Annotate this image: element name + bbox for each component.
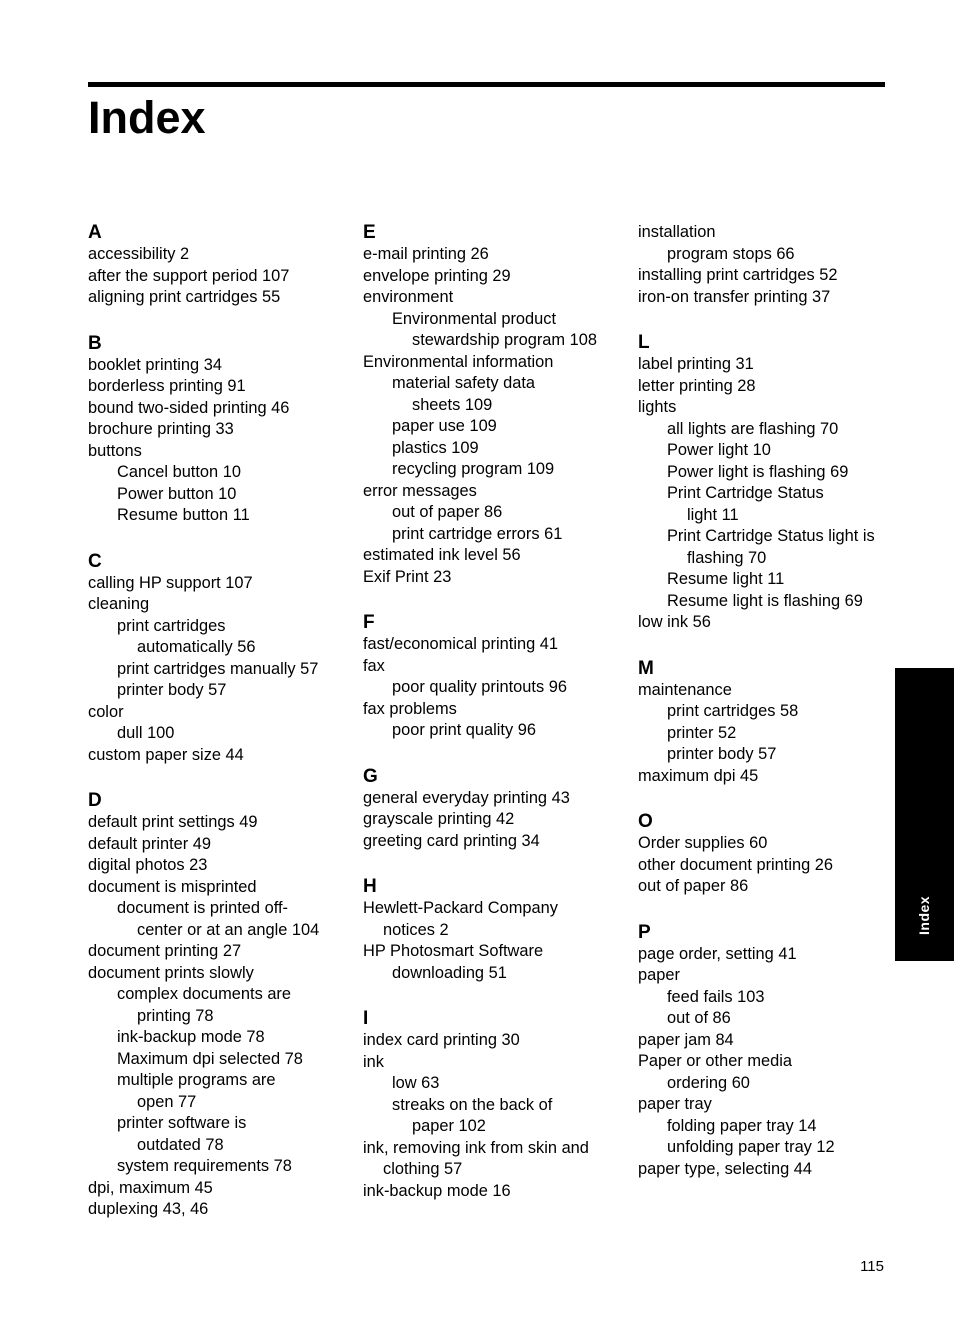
section-letter: H <box>363 876 377 897</box>
index-column-2 <box>363 222 628 1202</box>
index-subentry: all lights are flashing 70 <box>667 419 839 438</box>
index-entry: digital photos 23 <box>88 856 208 874</box>
index-entry: iron-on transfer printing 37 <box>638 287 831 306</box>
index-entry: installing print cartridges 52 <box>638 266 838 284</box>
index-entry: document is misprinted <box>88 877 257 896</box>
index-entry: letter printing 28 <box>638 376 756 395</box>
index-entry: fast/economical printing 41 <box>363 635 558 653</box>
section-gap <box>363 852 628 876</box>
index-subentry: ordering 60 <box>667 1073 750 1092</box>
index-entry: dpi, maximum 45 <box>88 1178 213 1197</box>
index-subentry: document is printed off- <box>117 899 288 917</box>
index-entry: buttons <box>88 441 142 460</box>
index-entry: lights <box>638 398 677 416</box>
index-entry: after the support period 107 <box>88 266 290 285</box>
index-subentry: print cartridge errors 61 <box>392 524 563 543</box>
index-subentry: material safety data <box>392 374 536 392</box>
index-entry: envelope printing 29 <box>363 266 511 285</box>
index-entry: label printing 31 <box>638 355 754 373</box>
index-subentry: Power button 10 <box>117 484 237 503</box>
index-entry: HP Photosmart Software <box>363 942 544 960</box>
index-entry: low ink 56 <box>638 613 711 631</box>
index-subentry: Print Cartridge Status light is <box>667 527 875 545</box>
title-rule <box>88 82 885 87</box>
page-number: 115 <box>860 1258 884 1275</box>
index-entry: paper <box>638 966 680 984</box>
index-subentry: print cartridges 58 <box>667 702 799 720</box>
section-gap <box>88 527 353 551</box>
index-entry: error messages <box>363 481 477 500</box>
index-entry: duplexing 43, 46 <box>88 1200 209 1218</box>
index-subentry: Resume light is flashing 69 <box>667 591 863 610</box>
index-entry: paper type, selecting 44 <box>638 1159 813 1178</box>
section-gap <box>638 308 888 332</box>
section-letter: I <box>363 1008 369 1029</box>
index-subentry: streaks on the back of <box>392 1095 553 1114</box>
index-subentry: flashing 70 <box>687 548 767 567</box>
index-entry: Environmental information <box>363 352 554 371</box>
section-letter: F <box>363 612 375 633</box>
index-subentry: open 77 <box>137 1092 197 1111</box>
index-subentry: poor print quality 96 <box>392 721 536 739</box>
index-entry: estimated ink level 56 <box>363 546 521 564</box>
index-entry: environment <box>363 288 454 306</box>
index-entry: default printer 49 <box>88 834 212 853</box>
index-subentry: printer body 57 <box>667 745 777 763</box>
index-subentry: notices 2 <box>383 920 449 939</box>
index-subentry: Resume button 11 <box>117 506 250 524</box>
index-subentry: recycling program 109 <box>392 460 555 478</box>
index-entry: other document printing 26 <box>638 855 833 874</box>
index-entry: e-mail printing 26 <box>363 245 489 263</box>
section-gap <box>88 766 353 790</box>
index-subentry: clothing 57 <box>383 1160 463 1178</box>
section-letter: O <box>638 811 653 832</box>
index-entry: fax <box>363 656 385 675</box>
section-letter: G <box>363 765 378 787</box>
index-column-1 <box>88 222 353 1221</box>
index-entry: Exif Print 23 <box>363 567 452 586</box>
index-subentry: multiple programs are <box>117 1071 276 1089</box>
index-subentry: complex documents are <box>117 985 292 1003</box>
index-entry: paper tray <box>638 1095 712 1113</box>
index-subentry: feed fails 103 <box>667 987 765 1006</box>
index-subentry: dull 100 <box>117 724 175 742</box>
index-entry: ink-backup mode 16 <box>363 1181 511 1200</box>
section-gap <box>363 984 628 1008</box>
index-subentry: system requirements 78 <box>117 1157 292 1175</box>
index-entry: fax problems <box>363 699 457 718</box>
index-subentry: low 63 <box>392 1074 440 1092</box>
index-subentry: print cartridges <box>117 616 226 635</box>
index-subentry: Power light 10 <box>667 441 771 459</box>
index-subentry: outdated 78 <box>137 1135 224 1154</box>
index-entry: document prints slowly <box>88 963 254 982</box>
index-subentry: print cartridges manually 57 <box>117 659 319 678</box>
index-subentry: out of paper 86 <box>392 503 503 521</box>
section-letter: C <box>88 550 102 572</box>
index-entry: grayscale printing 42 <box>363 810 515 828</box>
index-subentry: downloading 51 <box>392 963 507 982</box>
index-entry: paper jam 84 <box>638 1030 734 1049</box>
index-subentry: Resume light 11 <box>667 570 785 588</box>
index-entry: bound two-sided printing 46 <box>88 398 290 417</box>
index-entry: maximum dpi 45 <box>638 766 759 785</box>
section-letter: L <box>638 332 650 353</box>
index-entry: Paper or other media <box>638 1052 792 1070</box>
index-entry: color <box>88 702 124 721</box>
index-subentry: printer body 57 <box>117 681 227 699</box>
index-subentry: center or at an angle 104 <box>137 920 320 939</box>
index-entry: aligning print cartridges 55 <box>88 288 281 306</box>
index-subentry: Environmental product <box>392 309 556 328</box>
index-entry: Order supplies 60 <box>638 834 768 852</box>
section-letter: E <box>363 222 376 243</box>
section-letter: M <box>638 657 654 679</box>
index-entry: page order, setting 41 <box>638 944 797 963</box>
section-gap <box>638 898 888 922</box>
index-subentry: program stops 66 <box>667 244 795 263</box>
index-entry: brochure printing 33 <box>88 420 234 438</box>
index-subentry: sheets 109 <box>412 395 493 414</box>
index-entry: ink <box>363 1052 384 1071</box>
section-gap <box>88 309 353 333</box>
section-letter: B <box>88 332 102 354</box>
index-subentry: printer 52 <box>667 723 737 742</box>
index-subentry: printer software is <box>117 1114 247 1132</box>
index-entry: calling HP support 107 <box>88 573 253 592</box>
index-entry: accessibility 2 <box>88 245 190 263</box>
index-entry: out of paper 86 <box>638 877 749 895</box>
index-subentry: Maximum dpi selected 78 <box>117 1049 303 1068</box>
index-entry: document printing 27 <box>88 942 242 960</box>
section-letter: A <box>88 222 102 243</box>
index-subentry: Cancel button 10 <box>117 463 241 481</box>
index-subentry: Print Cartridge Status <box>667 484 824 502</box>
section-tab <box>895 668 954 961</box>
index-entry: general everyday printing 43 <box>363 788 570 807</box>
index-entry: greeting card printing 34 <box>363 831 540 850</box>
index-subentry: Power light is flashing 69 <box>667 462 849 481</box>
page-title: Index <box>88 92 206 143</box>
index-subentry: paper 102 <box>412 1117 486 1135</box>
index-entry: index card printing 30 <box>363 1031 520 1049</box>
index-entry: borderless printing 91 <box>88 377 246 395</box>
index-subentry: poor quality printouts 96 <box>392 678 567 696</box>
index-entry: Hewlett-Packard Company <box>363 899 558 917</box>
section-tab-label: Index <box>915 895 932 935</box>
section-gap <box>638 634 888 658</box>
index-column-3 <box>638 222 888 1180</box>
index-subentry: folding paper tray 14 <box>667 1116 817 1135</box>
section-letter: P <box>638 921 651 943</box>
index-entry: cleaning <box>88 595 150 613</box>
index-subentry: printing 78 <box>137 1006 214 1025</box>
section-gap <box>363 588 628 612</box>
section-letter: D <box>88 790 102 811</box>
section-gap <box>638 787 888 811</box>
index-subentry: unfolding paper tray 12 <box>667 1138 835 1156</box>
index-subentry: out of 86 <box>667 1009 731 1027</box>
index-entry: default print settings 49 <box>88 813 258 831</box>
index-entry: custom paper size 44 <box>88 745 244 764</box>
index-entry: installation <box>638 223 716 241</box>
index-subentry: plastics 109 <box>392 438 479 457</box>
index-subentry: light 11 <box>687 505 739 524</box>
index-entry: ink, removing ink from skin and <box>363 1138 589 1157</box>
section-gap <box>363 742 628 766</box>
index-entry: maintenance <box>638 680 732 699</box>
index-entry: booklet printing 34 <box>88 355 222 374</box>
index-subentry: paper use 109 <box>392 417 497 435</box>
index-subentry: automatically 56 <box>137 638 256 656</box>
index-subentry: ink-backup mode 78 <box>117 1028 265 1046</box>
index-subentry: stewardship program 108 <box>412 331 597 349</box>
